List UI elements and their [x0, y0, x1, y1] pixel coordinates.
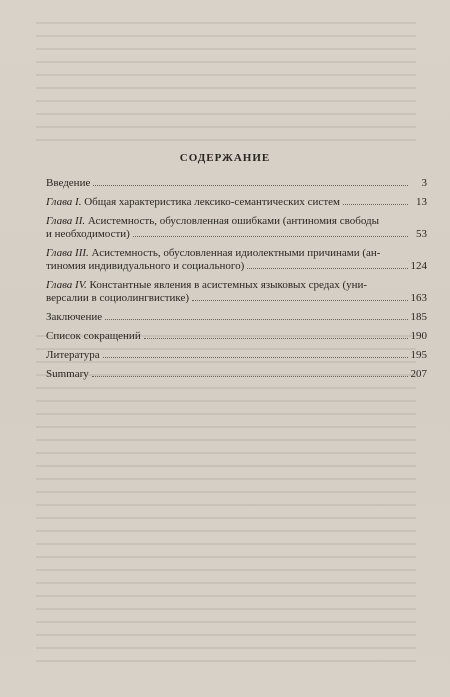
dot-leader	[103, 357, 408, 358]
toc-chapter-label: Глава I.	[46, 196, 82, 208]
dot-leader	[105, 319, 407, 320]
toc-entry-text: Литература	[46, 349, 100, 361]
toc-entry-summary[interactable]	[46, 368, 427, 381]
dot-leader	[92, 376, 408, 377]
toc-entry-text: Общая характеристика лексико-семантических систем	[84, 196, 340, 208]
toc-chapter-label: Глава II.	[46, 215, 86, 227]
dot-leader	[93, 185, 408, 186]
toc-entry-text: Асистемность, обусловленная идиолектными причинами (ан-	[91, 247, 381, 259]
toc-entry-text: Асистемность, обусловленная ошибками (антиномия свободы	[87, 215, 380, 227]
toc-page-number: 3	[421, 177, 427, 189]
toc-entry-chapter-1[interactable]	[46, 196, 427, 209]
table-of-contents	[46, 177, 427, 387]
toc-page-number: 190	[410, 330, 427, 342]
toc-entry-text: Заключение	[46, 311, 103, 323]
toc-page-number: 53	[416, 228, 427, 240]
toc-entry-chapter-3[interactable]	[46, 247, 427, 273]
page-title: СОДЕРЖАНИЕ	[179, 152, 271, 164]
toc-entry-abbreviations[interactable]	[46, 330, 427, 343]
bleed-through-texture-top	[36, 22, 416, 152]
toc-page-number: 195	[410, 349, 427, 361]
dot-leader	[192, 300, 407, 301]
dot-leader	[247, 268, 407, 269]
toc-chapter-label: Глава III.	[46, 247, 89, 259]
toc-entry-introduction[interactable]	[46, 177, 427, 190]
toc-entry-conclusion[interactable]	[46, 311, 427, 324]
toc-entry-continuation: тиномия индивидуального и социального)	[46, 260, 245, 272]
toc-entry-literature[interactable]	[46, 349, 427, 362]
toc-entry-text: Summary	[46, 368, 89, 380]
toc-entry-chapter-2[interactable]	[46, 215, 427, 241]
dot-leader	[343, 204, 408, 205]
toc-page-number: 185	[410, 311, 427, 323]
toc-chapter-label: Глава IV.	[46, 279, 87, 291]
toc-entry-text: Список сокращений	[46, 330, 141, 342]
dot-leader	[133, 236, 408, 237]
toc-entry-continuation: и необходимости)	[46, 228, 130, 240]
toc-entry-text: Константные явления в асистемных языковых средах (уни-	[89, 279, 368, 291]
toc-entry-chapter-4[interactable]	[46, 279, 427, 305]
toc-entry-text: Введение	[46, 177, 91, 189]
toc-page-number: 163	[410, 292, 427, 304]
toc-entry-continuation: версалии в социолингвистике)	[46, 292, 190, 304]
toc-page-number: 13	[416, 196, 427, 208]
toc-page-number: 124	[410, 260, 427, 272]
toc-page-number: 207	[410, 368, 427, 380]
dot-leader	[144, 338, 408, 339]
